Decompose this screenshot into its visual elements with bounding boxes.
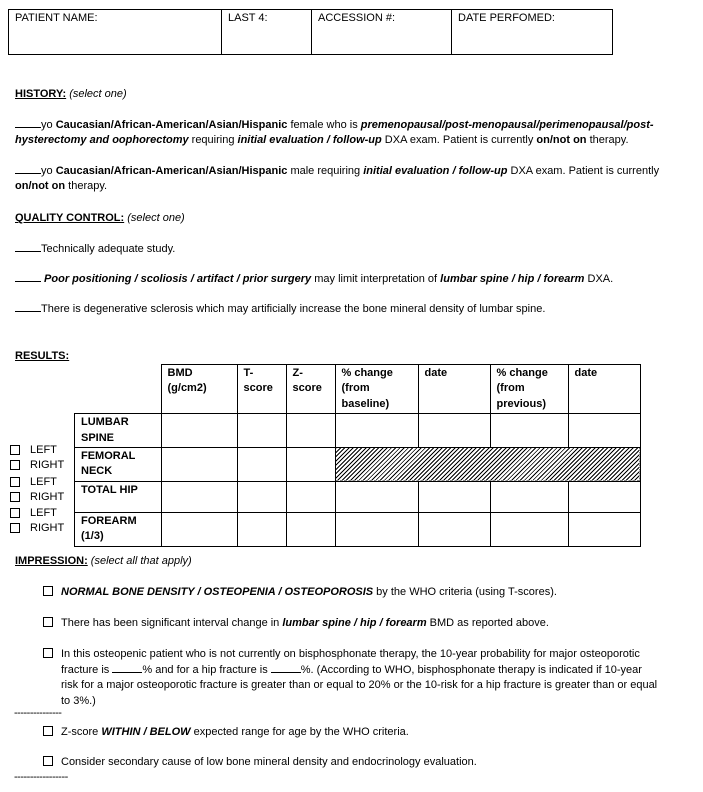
impression-item5: Consider secondary cause of low bone mineral density and endocrinology evaluation. — [61, 756, 477, 768]
col-change-previous: % change (from previous) — [490, 365, 568, 414]
results-heading: RESULTS: — [15, 350, 70, 362]
impression-item4-checkbox[interactable] — [43, 726, 53, 736]
impression-item5-checkbox[interactable] — [43, 756, 53, 766]
hatched-area — [335, 447, 641, 481]
results-table — [74, 364, 641, 547]
col-change-baseline: % change (from baseline) — [335, 365, 418, 414]
qc-sclerosis-option[interactable]: There is degenerative sclerosis which may artificially increase the bone mineral density of lumbar spine. — [15, 302, 545, 317]
impression-item4: Z-score WITHIN / BELOW expected range for age by the WHO criteria. — [61, 726, 409, 738]
patient-header-table — [8, 9, 613, 55]
impression-item3: In this osteopenic patient who is not currently on bisphosphonate therapy, the 10-year probability for major osteoporotic fracture is % and for a hip fracture is %. (According to WHO, bisphosphonate therapy is indicated if 10-year risk for a major osteoporotic fracture is greater than or equal to 20% or the 10-risk for a hip fracture is greater than or equal to 3%.) — [61, 648, 658, 707]
qc-adequate-option[interactable]: Technically adequate study. — [15, 242, 175, 257]
impression-item3-checkbox[interactable] — [43, 648, 53, 658]
row-femoral-neck: FEMORAL NECK — [75, 447, 162, 481]
divider-dashes-1: --------------- — [14, 707, 62, 719]
qc-heading: QUALITY CONTROL: (select one) — [15, 212, 185, 224]
history-male-option[interactable]: yo Caucasian/African-American/Asian/Hispanic male requiring initial evaluation / follow-up DXA exam. Patient is currently on/not on therapy. — [15, 165, 660, 192]
last4-field[interactable]: LAST 4: — [222, 10, 312, 55]
hip-right-checkbox[interactable]: RIGHT — [10, 490, 64, 505]
impression-heading: IMPRESSION: (select all that apply) — [15, 555, 192, 567]
femoral-left-checkbox[interactable]: LEFT — [10, 443, 57, 458]
qc-positioning-option[interactable]: Poor positioning / scoliosis / artifact / prior surgery may limit interpretation of lumbar spine / hip / forearm DXA. — [15, 272, 613, 287]
row-forearm: FOREARM (1/3) — [75, 512, 162, 546]
col-date2: date — [568, 365, 641, 414]
forearm-right-checkbox[interactable]: RIGHT — [10, 521, 64, 536]
divider-dashes-2: ----------------- — [14, 771, 68, 783]
hip-left-checkbox[interactable]: LEFT — [10, 475, 57, 490]
forearm-left-checkbox[interactable]: LEFT — [10, 506, 57, 521]
impression-item2-checkbox[interactable] — [43, 617, 53, 627]
row-total-hip: TOTAL HIP — [75, 481, 162, 512]
impression-item1-checkbox[interactable] — [43, 586, 53, 596]
impression-item2: There has been significant interval change in lumbar spine / hip / forearm BMD as reported above. — [61, 617, 549, 629]
row-lumbar-spine: LUMBAR SPINE — [75, 414, 162, 448]
history-female-option[interactable]: yo Caucasian/African-American/Asian/Hispanic female who is premenopausal/post-menopausal/perimenopausal/post- hysterectomy and oophorectomy requiring initial evaluation / follow-up DXA exam. Patient is currently on/not on therapy. — [15, 119, 654, 146]
impression-item1: NORMAL BONE DENSITY / OSTEOPENIA / OSTEOPOROSIS by the WHO criteria (using T-scores). — [61, 586, 557, 598]
accession-field[interactable]: ACCESSION #: — [312, 10, 452, 55]
patient-name-field[interactable]: PATIENT NAME: — [9, 10, 222, 55]
col-date1: date — [418, 365, 490, 414]
col-bmd: BMD (g/cm2) — [161, 365, 237, 414]
col-tscore: T- score — [237, 365, 286, 414]
history-heading: HISTORY: (select one) — [15, 88, 127, 100]
date-performed-field[interactable]: DATE PERFOMED: — [452, 10, 613, 55]
col-zscore: Z- score — [286, 365, 335, 414]
femoral-right-checkbox[interactable]: RIGHT — [10, 458, 64, 473]
